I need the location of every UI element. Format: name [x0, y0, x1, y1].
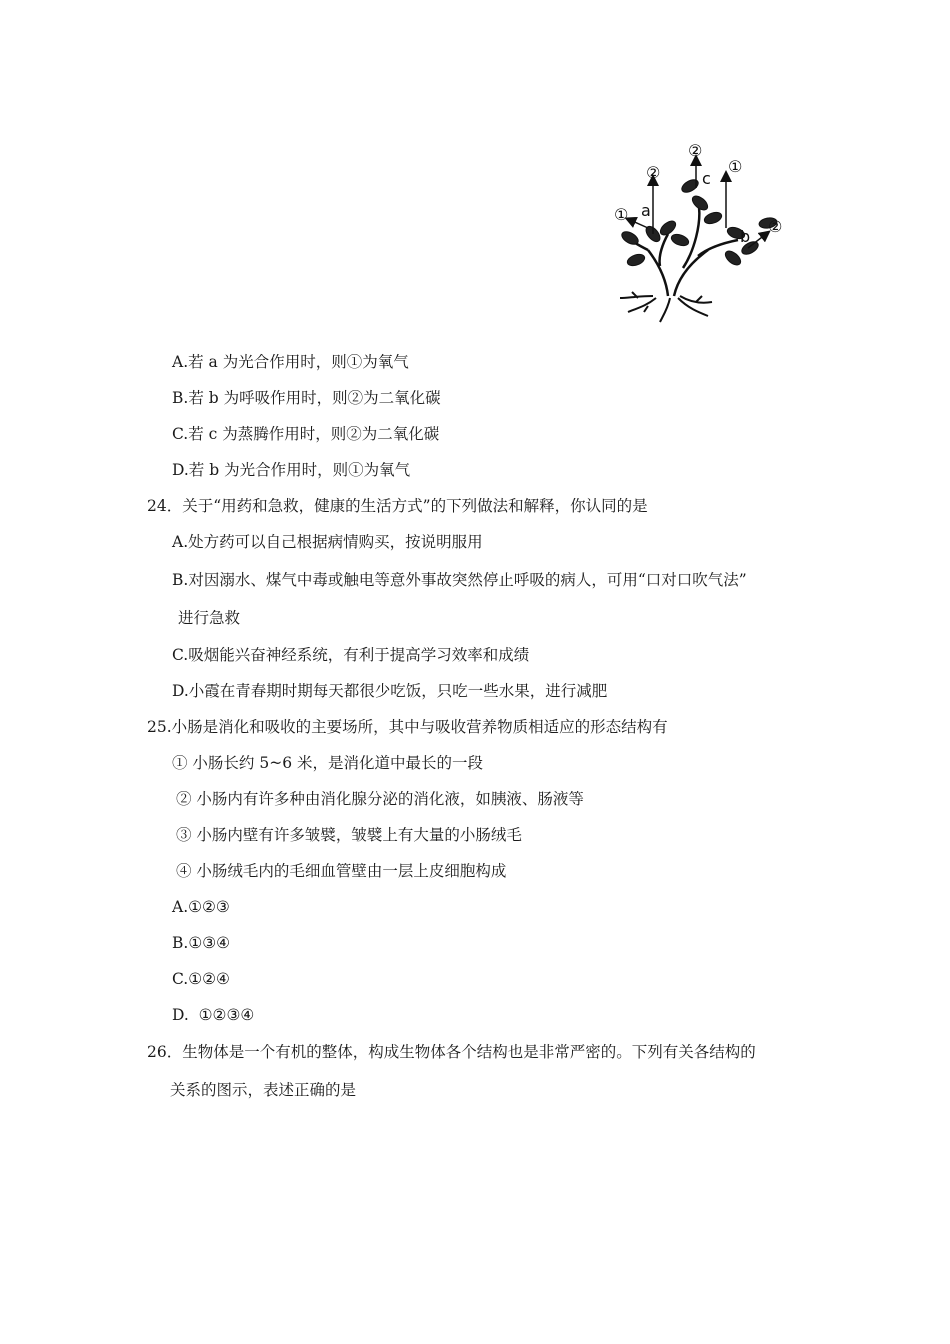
q24-option-c: C.吸烟能兴奋神经系统，有利于提高学习效率和成绩 [172, 646, 530, 664]
q23-option-d: D.若 b 为光合作用时，则①为氧气 [172, 461, 411, 479]
q24-stem: 24．关于“用药和急救，健康的生活方式”的下列做法和解释，你认同的是 [147, 497, 648, 515]
q25-stem: 25.小肠是消化和吸收的主要场所，其中与吸收营养物质相适应的形态结构有 [147, 718, 668, 736]
q24-option-a: A.处方药可以自己根据病情购买，按说明服用 [172, 533, 483, 551]
q24-option-d: D.小霞在青春期时期每天都很少吃饭，只吃一些水果，进行减肥 [172, 682, 608, 700]
q25-item-2: ② 小肠内有许多种由消化腺分泌的消化液，如胰液、肠液等 [176, 790, 584, 808]
q23-option-a: A.若 a 为光合作用时，则①为氧气 [172, 353, 409, 371]
q25-option-d: D. ①②③④ [172, 1006, 255, 1024]
label-circle1-b: ① [728, 157, 743, 176]
q26-stem: 26．生物体是一个有机的整体，构成生物体各个结构也是非常严密的。下列有关各结构的 [147, 1043, 756, 1061]
q25-option-a: A.①②③ [172, 898, 230, 916]
label-circle1-a: ① [614, 205, 629, 224]
q25-item-4: ④ 小肠绒毛内的毛细血管壁由一层上皮细胞构成 [176, 862, 507, 880]
plant-roots [620, 292, 712, 322]
label-circle2-a: ② [646, 163, 661, 182]
q25-item-1: ① 小肠长约 5~6 米，是消化道中最长的一段 [172, 754, 483, 772]
q24-option-b-cont: 进行急救 [178, 609, 241, 627]
label-circle2-c: ② [688, 141, 703, 160]
q24-option-b: B.对因溺水、煤气中毒或触电等意外事故突然停止呼吸的病人，可用“口对口吹气法” [172, 571, 747, 589]
label-a: a [641, 201, 651, 220]
q25-option-c: C.①②④ [172, 970, 230, 988]
q23-option-b: B.若 b 为呼吸作用时，则②为二氧化碳 [172, 389, 441, 407]
arrow-a-left [630, 220, 648, 228]
q25-item-3: ③ 小肠内壁有许多皱襞，皱襞上有大量的小肠绒毛 [176, 826, 522, 844]
plant-diagram [608, 138, 793, 328]
q26-stem-cont: 关系的图示，表述正确的是 [170, 1081, 357, 1099]
label-circle2-b: ② [768, 217, 783, 236]
label-b: b [740, 227, 751, 246]
q23-option-c: C.若 c 为蒸腾作用时，则②为二氧化碳 [172, 425, 440, 443]
q25-option-b: B.①③④ [172, 934, 231, 952]
label-c: c [702, 169, 711, 188]
